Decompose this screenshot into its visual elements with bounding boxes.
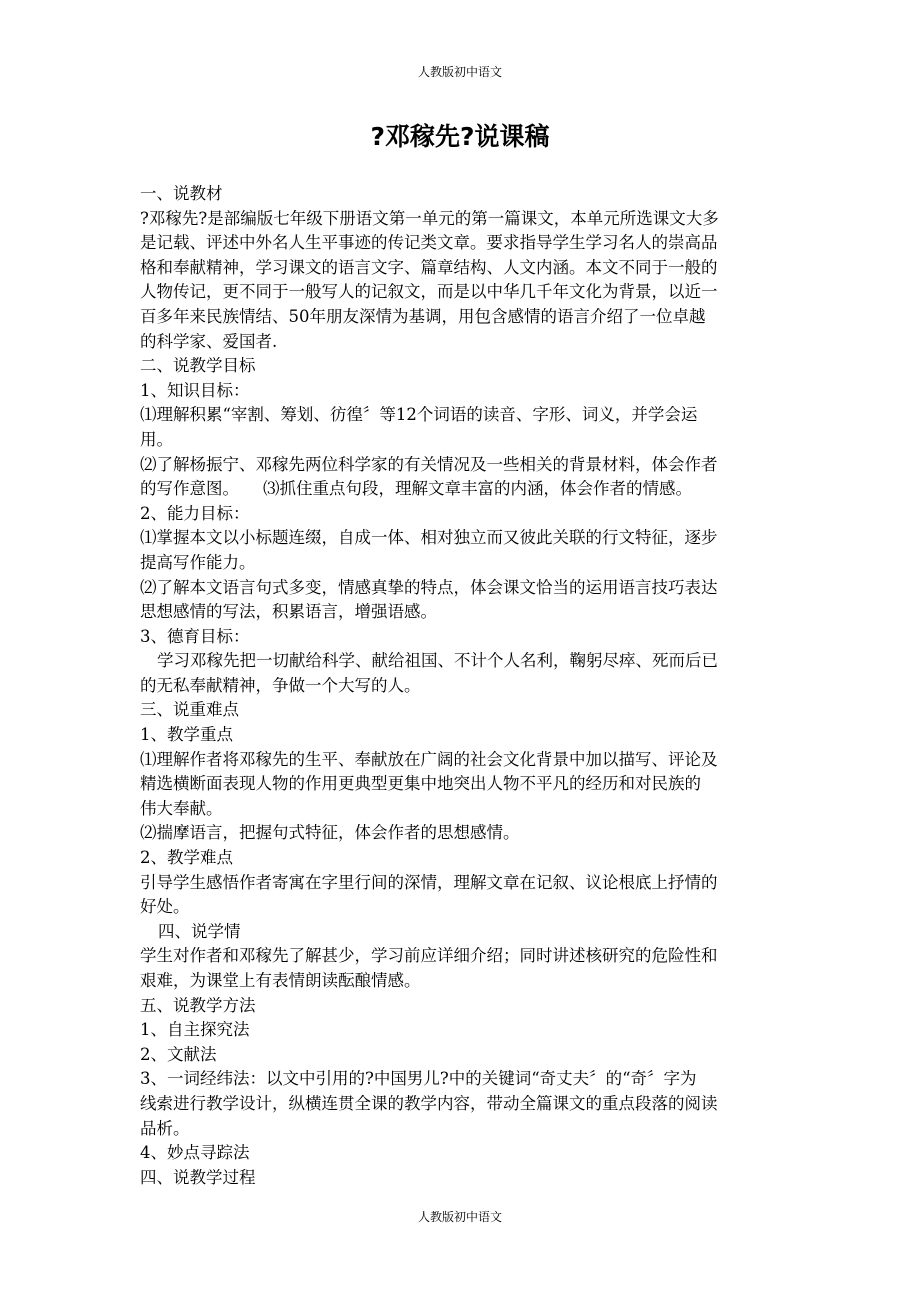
paragraph-line: 伟大奉献。 — [140, 798, 223, 818]
page-footer: 人教版初中语文 — [417, 1210, 502, 1224]
section-heading-methods: 五、说教学方法 — [140, 995, 256, 1015]
paragraph-line: 学习邓稼先把一切献给科学、献给祖国、不计个人名利，鞠躬尽瘁、死而后已 — [157, 651, 718, 671]
section-heading-objectives: 二、说教学目标 — [140, 356, 256, 376]
paragraph-fragment: ⑶抓住重点句段，理解文章丰富的内涵，体会作者的情感。 — [263, 479, 692, 499]
paragraph-line: 品析。 — [140, 1118, 190, 1138]
list-item: 3、一词经纬法：以文中引用的?中国男儿?中的关键词“奇丈夫〞的“奇〞字为 — [140, 1069, 697, 1089]
list-item: 1、自主探究法 — [140, 1020, 250, 1040]
subheading-knowledge: 1、知识目标： — [140, 380, 250, 400]
paragraph-line: ⑴理解积累“宰割、筹划、彷徨〞等12个词语的读音、字形、词义，并学会运 — [140, 405, 698, 425]
paragraph-line: ⑵了解杨振宁、邓稼先两位科学家的有关情况及一些相关的背景材料，体会作者 — [140, 454, 718, 474]
paragraph-line: 的无私奉献精神，争做一个大写的人。 — [140, 675, 421, 695]
list-item: 4、妙点寻踪法 — [140, 1143, 250, 1163]
subheading-moral: 3、德育目标： — [140, 626, 250, 646]
paragraph-line: 引导学生感悟作者寄寓在字里行间的深情，理解文章在记叙、议论根底上抒情的 — [140, 872, 718, 892]
section-heading-students: 四、说学情 — [158, 921, 241, 941]
paragraph-line: 是记载、评述中外名人生平事迹的传记类文章。要求指导学生学习名人的崇高品 — [140, 233, 718, 253]
subheading-ability: 2、能力目标： — [140, 503, 250, 523]
paragraph-line: ⑴掌握本文以小标题连缀，自成一体、相对独立而又彼此关联的行文特征，逐步 — [140, 528, 718, 548]
paragraph-line: 艰难，为课堂上有表情朗读酝酿情感。 — [140, 971, 421, 990]
document-title: ?邓稼先?说课稿 — [370, 122, 550, 151]
list-item: 2、文献法 — [140, 1044, 217, 1064]
paragraph-line: 人物传记，更不同于一般写人的记叙文，而是以中华几千年文化为背景，以近一 — [140, 282, 718, 302]
paragraph-line: 好处。 — [140, 897, 190, 917]
paragraph-fragment: 的写作意图。 — [140, 479, 239, 499]
page-header: 人教版初中语文 — [417, 65, 502, 79]
section-heading-key-points: 三、说重难点 — [140, 700, 239, 720]
paragraph-line: ⑵了解本文语言句式多变，情感真挚的特点，体会课文恰当的运用语言技巧表达 — [140, 577, 718, 597]
paragraph-line: 学生对作者和邓稼先了解甚少，学习前应详细介绍；同时讲述核研究的危险性和 — [140, 946, 718, 966]
paragraph-line: ?邓稼先?是部编版七年级下册语文第一单元的第一篇课文，本单元所选课文大多 — [140, 208, 719, 228]
paragraph-line: ⑴理解作者将邓稼先的生平、奉献放在广阔的社会文化背景中加以描写、评论及 — [140, 749, 718, 769]
paragraph-line — [140, 477, 782, 502]
paragraph-line: ⑵揣摩语言，把握句式特征，体会作者的思想感情。 — [140, 823, 520, 843]
section-heading-process: 四、说教学过程 — [140, 1167, 256, 1187]
paragraph-line: 百多年来民族情结、50年朋友深情为基调，用包含感情的语言介绍了一位卓越 — [140, 306, 706, 326]
paragraph-line: 用。 — [140, 429, 173, 449]
section-heading-textbook: 一、说教材 — [140, 184, 223, 203]
document-body — [140, 182, 782, 1190]
subheading-teaching-difficulty: 2、教学难点 — [140, 848, 233, 868]
paragraph-line: 格和奉献精神，学习课文的语言文字、篇章结构、人文内涵。本文不同于一般的 — [140, 257, 718, 277]
paragraph-line: 精选横断面表现人物的作用更典型更集中地突出人物不平凡的经历和对民族的 — [140, 774, 701, 794]
paragraph-line: 的科学家、爱国者. — [140, 331, 278, 351]
subheading-teaching-focus: 1、教学重点 — [140, 725, 233, 745]
paragraph-line: 线索进行教学设计，纵横连贯全课的教学内容，带动全篇课文的重点段落的阅读 — [140, 1093, 718, 1113]
paragraph-line: 提高写作能力。 — [140, 552, 256, 572]
paragraph-line: 思想感情的写法，积累语言，增强语感。 — [140, 602, 437, 622]
